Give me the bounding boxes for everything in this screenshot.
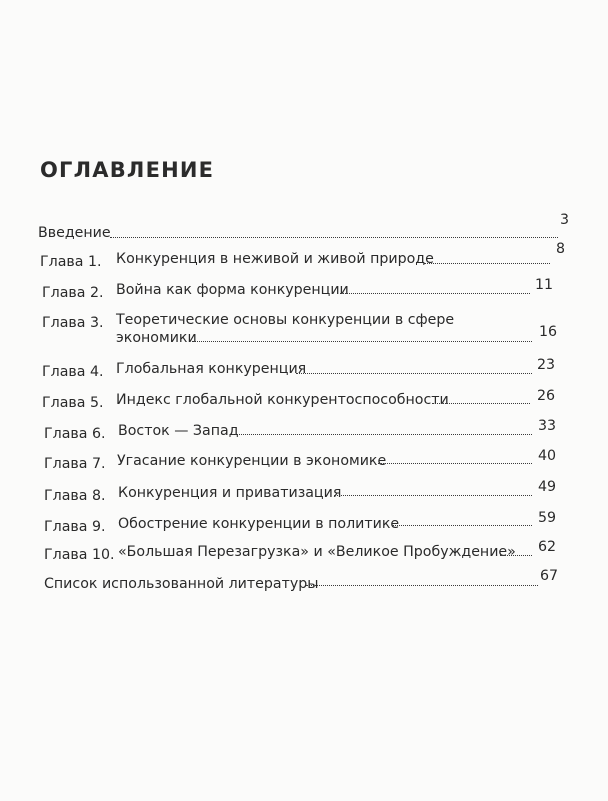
chapter-label: Глава 4. bbox=[42, 364, 104, 380]
chapter-title: Война как форма конкуренции bbox=[116, 282, 349, 298]
page-number: 11 bbox=[535, 277, 554, 293]
chapter-label: Глава 1. bbox=[40, 254, 102, 270]
dot-leader bbox=[424, 261, 550, 264]
chapter-label: Глава 10. bbox=[44, 547, 115, 563]
page-number: 16 bbox=[539, 324, 558, 340]
page-number: 49 bbox=[538, 479, 557, 495]
dot-leader bbox=[500, 553, 532, 556]
chapter-label: Глава 7. bbox=[44, 456, 106, 472]
dot-leader bbox=[392, 523, 532, 526]
chapter-label: Глава 6. bbox=[44, 426, 106, 442]
dot-leader bbox=[110, 235, 558, 238]
chapter-label: Глава 5. bbox=[42, 395, 104, 411]
chapter-title: Угасание конкуренции в экономике bbox=[117, 453, 387, 469]
dot-leader bbox=[296, 371, 532, 374]
chapter-label: Глава 3. bbox=[42, 315, 104, 331]
toc-heading: ОГЛАВЛЕНИЕ bbox=[40, 158, 215, 182]
page-number: 33 bbox=[538, 418, 557, 434]
dot-leader bbox=[378, 461, 532, 464]
chapter-title: Обострение конкуренции в политике bbox=[118, 516, 400, 532]
chapter-label: Глава 9. bbox=[44, 519, 106, 535]
page-number: 23 bbox=[537, 357, 556, 373]
dot-leader bbox=[340, 291, 530, 294]
chapter-title: Индекс глобальной конкурентоспособности bbox=[116, 392, 449, 408]
page-number: 67 bbox=[540, 568, 559, 584]
dot-leader bbox=[334, 493, 532, 496]
entry-title: Введение bbox=[38, 225, 111, 241]
page-number: 3 bbox=[560, 212, 570, 228]
page-number: 59 bbox=[538, 510, 557, 526]
chapter-title: Глобальная конкуренция bbox=[116, 361, 307, 377]
dot-leader bbox=[432, 401, 530, 404]
page-number: 26 bbox=[537, 388, 556, 404]
chapter-title-line-2: экономики bbox=[116, 330, 197, 346]
chapter-title: «Большая Перезагрузка» и «Великое Пробуждение» bbox=[118, 544, 516, 560]
dot-leader bbox=[232, 432, 532, 435]
chapter-label: Глава 2. bbox=[42, 285, 104, 301]
chapter-label: Глава 8. bbox=[44, 488, 106, 504]
chapter-title: Восток — Запад bbox=[118, 423, 239, 439]
entry-title: Список использованной литературы bbox=[44, 576, 319, 592]
page-number: 62 bbox=[538, 539, 557, 555]
chapter-title-line-1: Теоретические основы конкуренции в сфере bbox=[116, 312, 455, 328]
chapter-title: Конкуренция в неживой и живой природе bbox=[116, 251, 434, 267]
chapter-title: Конкуренция и приватизация bbox=[118, 485, 342, 501]
page-number: 40 bbox=[538, 448, 557, 464]
dot-leader bbox=[192, 339, 532, 342]
dot-leader bbox=[306, 583, 538, 586]
page-number: 8 bbox=[556, 241, 566, 257]
